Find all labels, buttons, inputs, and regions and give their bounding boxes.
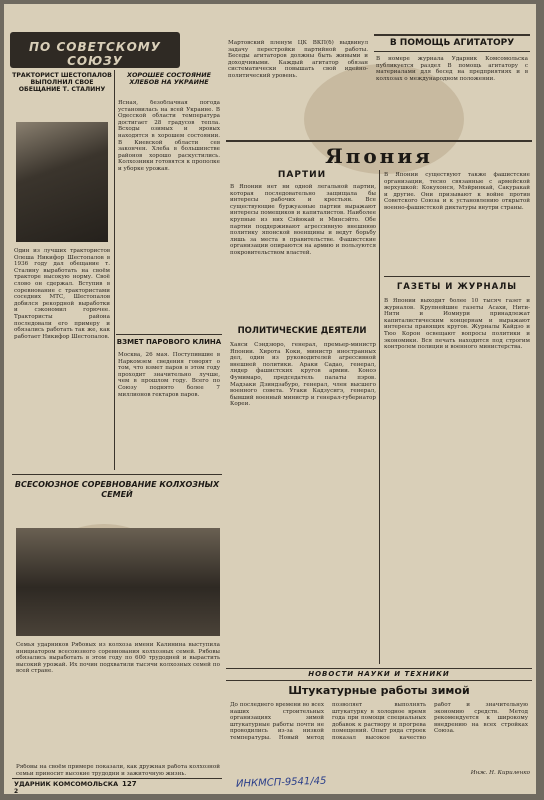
japan-politicians-text: Хаяси Сэндзюро, генерал, премьер-министр Японии. Хирота Коки, министр иностранных дел, один из руководителей агрессивной внешней политики. Араки Садао, генерал, лидер фашистских кругов армии. Коноэ Фумимаро, председатель палаты пэров. Мадзаки Дзиндзабуро, генерал, член высшего военного совета. Угаки Кадзусигэ, генерал, бывший военный министр и генерал-губернатор Кореи. — [230, 342, 376, 408]
article-agitator-note: В номере журнала Ударник Комсомольска публикуется раздел В помощь агитатору с материалами для бесед на предприятиях и в колхозах о международном положении. — [376, 56, 528, 82]
masthead-title: ПО СОВЕТСКОМУ СОЮЗУ — [29, 40, 161, 68]
newspaper-page — [4, 4, 536, 794]
article-ukraine-harvest: Ясная, безоблачная погода установилась на всей Украине. В Одесской области температура достигает 28 градусов тепла. Всходы озимых и яровых находятся в хорошем состоянии. В Киевской области сев закончен. Хлеба в большинстве районов хорошо раскустились. Колхозники готовятся к прополке и уборке урожая. — [118, 100, 220, 172]
kolkhoz-family-photo — [16, 528, 220, 636]
article-fallow-plowing: Москва, 26 мая. Поступившие в Наркомзем сведения говорят о том, что взмет паров в этом году проходит значительно лучше, чем в прошлом году. Всего по Союзу поднято более 7 миллионов гектаров паров. — [118, 352, 220, 398]
japan-press-heading: ГАЗЕТЫ И ЖУРНАЛЫ — [396, 282, 518, 292]
japan-press-text: В Японии выходит более 10 тысяч газет и журналов. Крупнейшие газеты Асахи, Нити-Нити и Иомиури принадлежат капиталистическим концернам и выражают интересы правящих кругов. Журналы Кайдзо и Тюо Корон освещают вопросы политики и экономики. Вся печать находится под строгим контролем полиции и военного министерства. — [384, 298, 530, 351]
japan-section-title: Япония — [325, 144, 433, 168]
headline-fallow-plowing: ВЗМЕТ ПАРОВОГО КЛИНА — [116, 338, 222, 346]
article-winter-plastering: До последнего времени во всех наших строительных организациях зимой штукатурные работы почти не проводились из-за низкой температуры. Новый метод позволяет выполнять штукатурку в холодное время года при помощи специальных добавок к раствору и прогрева помещений. Опыт ряда строек показал высокое качество работ и значительную экономию средств. Метод рекомендуется к широкому внедрению на всех стройках Союза. — [230, 702, 528, 741]
footer-page-number: 127 — [122, 780, 137, 788]
article-author: Инж. Н. Кириленко — [470, 770, 530, 776]
section-agitator-header: В ПОМОЩЬ АГИТАТОРУ — [389, 38, 515, 48]
footer-journal-name: УДАРНИК КОМСОМОЛЬСКА — [14, 780, 119, 788]
footer-issue-number: 2 — [14, 788, 19, 794]
tractorist-portrait — [16, 122, 108, 242]
headline-ukraine-harvest: ХОРОШЕЕ СОСТОЯНИЕ ХЛЕБОВ НА УКРАИНЕ — [127, 71, 211, 87]
article-agitation-intro: Мартовский пленум ЦК ВКП(б) выдвинул задачу перестройки партийной работы. Беседы агитаторов должны быть живыми и доходчивыми. Каждый агитатор обязан систематически повышать свой идейно-политический уровень. — [228, 40, 368, 79]
headline-kolkhoz-families: ВСЕСОЮЗНОЕ СОРЕВНОВАНИЕ КОЛХОЗНЫХ СЕМЕЙ — [14, 480, 220, 499]
article-kolkhoz-families: Семья ударников Рябовых из колхоза имени Калинина выступила инициатором всесоюзного соревнования колхозных семей. Рябовы обязались выработать в этом году по 600 трудодней и вырастить высокий урожай. Их почин подхватили тысячи колхозных семей по всей стране. — [16, 642, 220, 675]
japan-parties-heading: ПАРТИИ — [277, 170, 327, 180]
footer-kolkhoz-text: Рябовы на своём примере показали, как дружная работа колхозной семьи приносит высокие трудодни и зажиточную жизнь. — [16, 764, 220, 777]
archive-handwritten-code: ИНКМСП-9541/45 — [235, 775, 327, 790]
japan-fascist-orgs-text: В Японии существуют также фашистские организации, тесно связанные с армейской верхушкой: Кокухонся, Мэйринкай, Сакуракай и другие. Они призывают к войне против Советского Союза и к установлению открытой военно-фашистской диктатуры внутри страны. — [384, 172, 530, 211]
headline-tractorist: ТРАКТОРИСТ ШЕСТОПАЛОВ ВЫПОЛНИЛ СВОЕ ОБЕЩАНИЕ Т. СТАЛИНУ — [12, 72, 112, 94]
science-section-header: НОВОСТИ НАУКИ И ТЕХНИКИ — [308, 670, 450, 678]
article-tractorist: Один из лучших трактористов Олеша Никифор Шестопалов в 1936 году дал обещание т. Сталину выработать на своём тракторе высокую норму. Своё слово он сдержал. Вступив в соревнование с трактористами соседних МТС, Шестопалов добился рекордной выработки и сэкономил горючее. Трактористы района последовали его примеру и обязались работать так же, как работает Никифор Шестопалов. — [14, 248, 110, 340]
japan-parties-text: В Японии нет ни одной легальной партии, которая последовательно защищала бы интересы рабочих и крестьян. Все существующие буржуазные партии выражают интересы помещиков и капиталистов. Наиболее крупные из них Сэйюкай и Минсэйто. Обе партии поддерживают агрессивную внешнюю политику японской военщины и ведут борьбу лишь за места в правительстве. Фашистские организации опираются на армию и пользуются покровительством властей. — [230, 184, 376, 256]
japan-politicians-heading: ПОЛИТИЧЕСКИЕ ДЕЯТЕЛИ — [237, 326, 367, 336]
headline-winter-plastering: Штукатурные работы зимой — [288, 684, 470, 697]
